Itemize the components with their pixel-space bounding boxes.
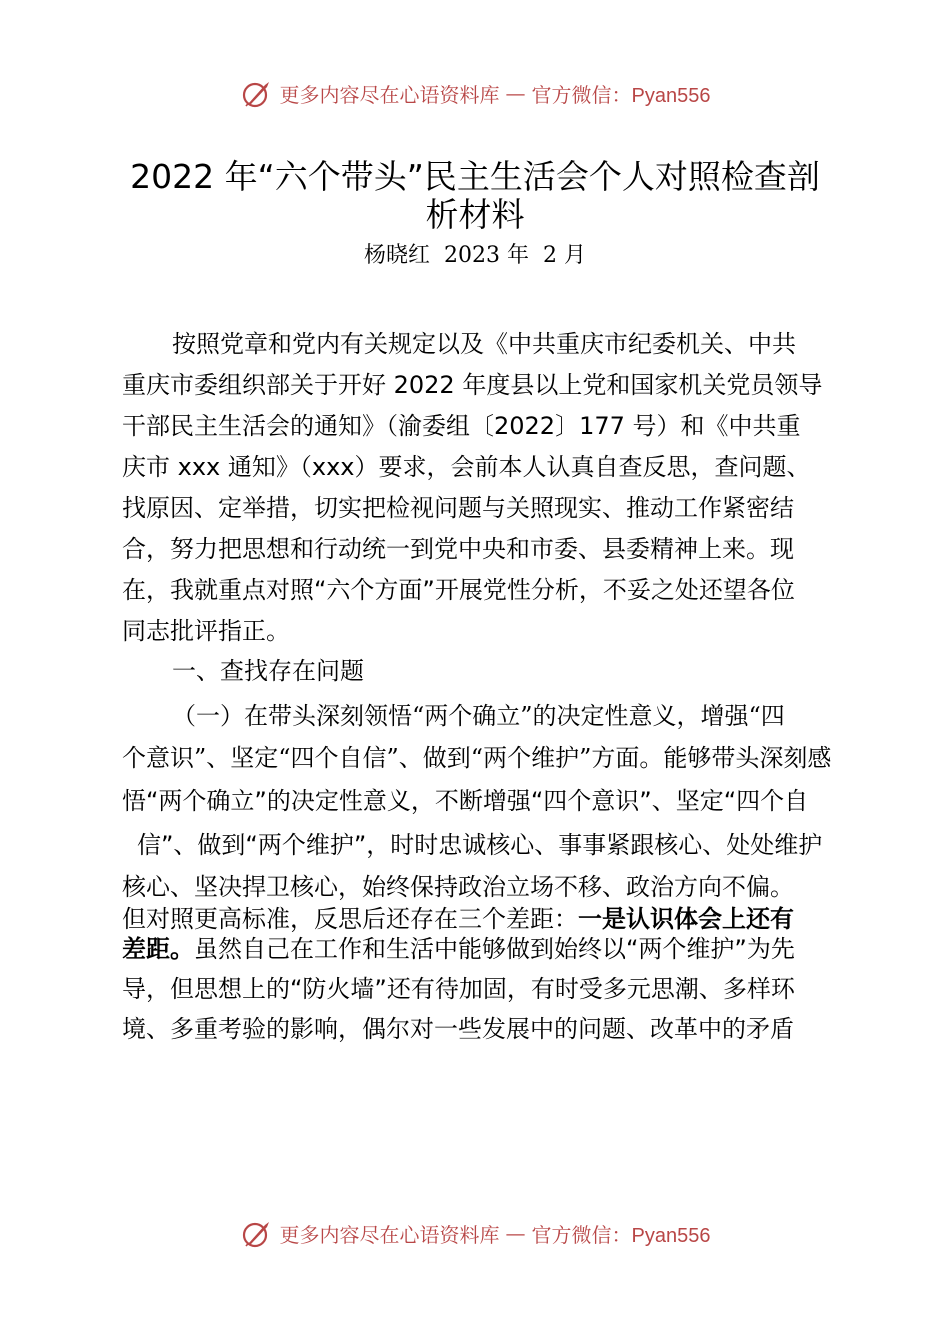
author-date: 杨晓红 2023 年 2 月 <box>364 243 586 268</box>
paragraph-line <box>122 935 795 963</box>
text-run: 但对照更高标准，反思后还存在三个差距： <box>122 905 578 933</box>
title-line-2: 析材料 <box>425 195 525 234</box>
paragraph-line <box>122 744 831 772</box>
paragraph-line: 找原因、定举措，切实把检视问题与关照现实、推动工作紧密结 <box>122 494 794 522</box>
section-heading: 一、查找存在问题 <box>172 657 364 685</box>
text-run: 虽然自己在工作和生活中能够做到始终以“两个维护”为先 <box>194 935 795 963</box>
paragraph-line: 在，我就重点对照“六个方面”开展党性分析，不妥之处还望各位 <box>122 576 795 604</box>
paragraph-line: 庆市 xxx 通知》（xxx）要求，会前本人认真自查反思，查问题、 <box>122 453 811 481</box>
paragraph-line: 按照党章和党内有关规定以及《中共重庆市纪委机关、中共 <box>172 330 796 358</box>
watermark-separator: — <box>505 81 526 105</box>
paragraph-line: 核心、坚决捍卫核心，始终保持政治立场不移、政治方向不偏。 <box>122 873 794 901</box>
paragraph-line: 悟“两个确立”的决定性意义，不断增强“四个意识”、坚定“四个自 <box>122 787 809 815</box>
document-title <box>110 158 840 234</box>
fountain-pen-logo-icon <box>240 76 274 110</box>
watermark-contact: 官方微信：Pyan556 <box>531 84 711 107</box>
paragraph-line: 合，努力把思想和行动统一到党中央和市委、县委精神上来。现 <box>122 535 794 563</box>
paragraph-line: 干部民主生活会的通知》（渝委组〔2022〕177 号）和《中共重 <box>122 412 801 440</box>
paragraph-line: 重庆市委组织部关于开好 2022 年度县以上党和国家机关党员领导 <box>122 371 823 399</box>
watermark-separator: — <box>505 1221 526 1245</box>
paragraph-line: （一）在带头深刻领悟“两个确立”的决定性意义，增强“四 <box>172 702 785 730</box>
title-line-1: 2022 年“六个带头”民主生活会个人对照检查剖 <box>130 157 820 196</box>
subsection-heading-tail: 个意识”、坚定“四个自信”、做到“两个维护”方面。 <box>122 744 664 772</box>
paragraph-line: 同志批评指正。 <box>122 617 290 645</box>
watermark-contact: 官方微信：Pyan556 <box>531 1224 711 1247</box>
bold-text-run: 一是认识体会上还有 <box>578 905 794 933</box>
paragraph-line: 信”、做到“两个维护”，时时忠诚核心、事事紧跟核心、处处维护 <box>137 831 823 859</box>
paragraph-line: 导，但思想上的“防火墙”还有待加固，有时受多元思潮、多样环 <box>122 975 795 1003</box>
footer-watermark <box>0 1216 950 1250</box>
paragraph-line <box>122 905 794 933</box>
text-run: 能够带头深刻感 <box>663 744 832 772</box>
header-watermark <box>0 76 950 110</box>
bold-text-run: 差距。 <box>122 935 194 963</box>
watermark-text: 更多内容尽在心语资料库 <box>279 82 500 107</box>
watermark-text: 更多内容尽在心语资料库 <box>279 1222 500 1247</box>
paragraph-line: 境、多重考验的影响，偶尔对一些发展中的问题、改革中的矛盾 <box>122 1015 794 1043</box>
fountain-pen-logo-icon <box>240 1216 274 1250</box>
